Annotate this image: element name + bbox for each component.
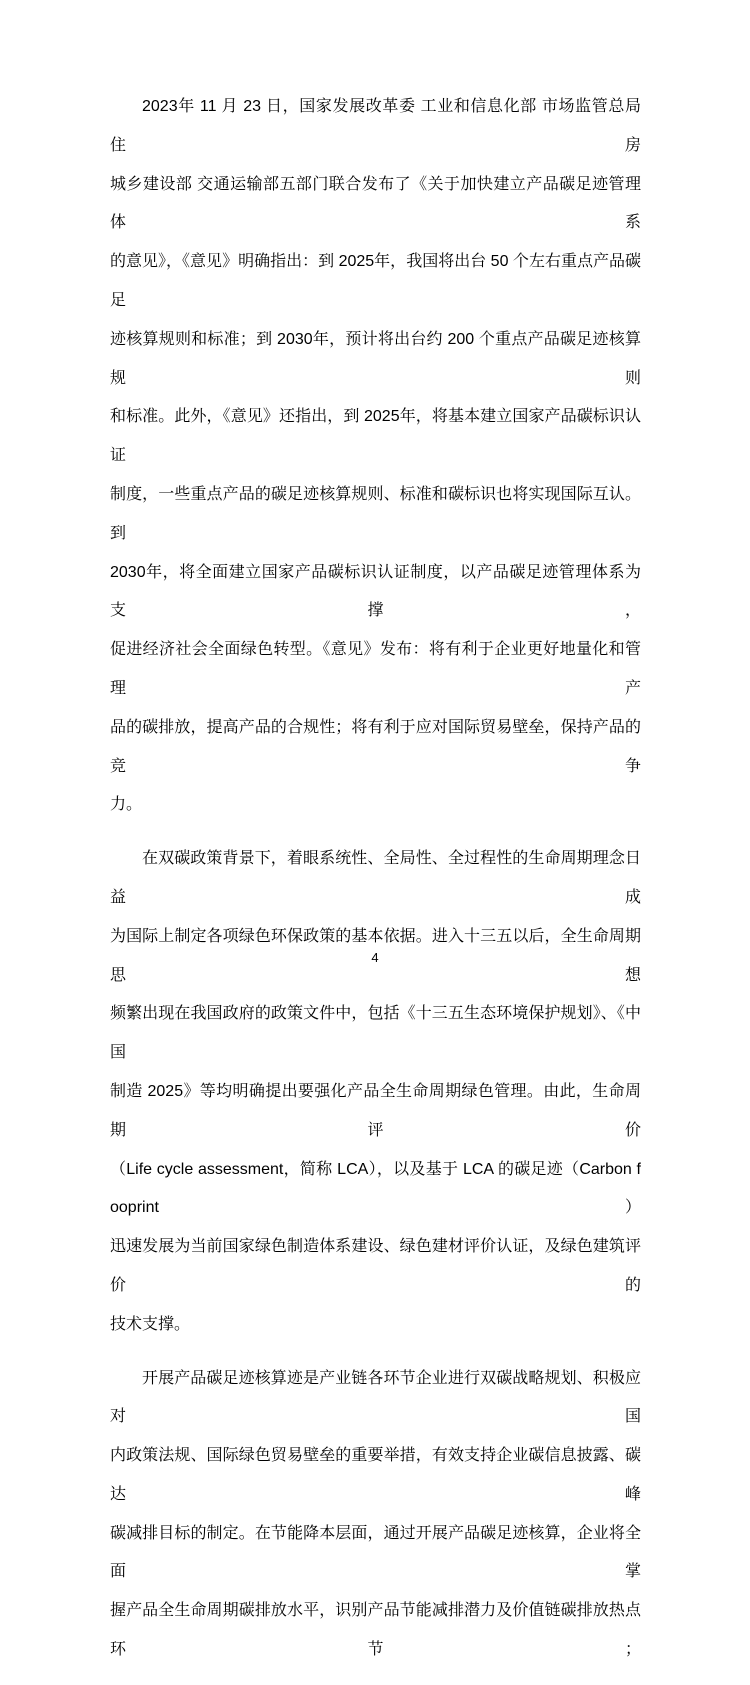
text-line: 的意见》，《意见》明确指出：到 2025年，我国将出台 50 个左右重点产品碳足 (110, 253, 641, 309)
text-line: 迅速发展为当前国家绿色制造体系建设、绿色建材评价认证，及绿色建筑评价的 (110, 1238, 641, 1294)
paragraph-carbon-accounting (110, 1360, 641, 1670)
text-line: 制度，一些重点产品的碳足迹核算规则、标准和碳标识也将实现国际互认。到 (110, 485, 641, 542)
text-line: 力。 (110, 796, 143, 814)
text-line: 促进经济社会全面绿色转型。《意见》发布：将有利于企业更好地量化和管理产 (110, 641, 641, 697)
text-line: 制造 2025》等均明确提出要强化产品全生命周期绿色管理。由此，生命周期评价 (110, 1082, 641, 1139)
text-line: 迹核算规则和标准；到 2030年，预计将出台约 200 个重点产品碳足迹核算规则 (110, 330, 641, 387)
page-number: 4 (371, 950, 379, 965)
text-line: 城乡建设部 交通运输部五部门联合发布了《关于加快建立产品碳足迹管理体系 (110, 175, 641, 232)
text-line: （Life cycle assessment，简称 LCA），以及基于 LCA 的碳足迹（Carbon fooprint） (110, 1160, 641, 1217)
text-line: 碳减排目标的制定。在节能降本层面，通过开展产品碳足迹核算，企业将全面掌 (110, 1524, 641, 1581)
text-line: 频繁出现在我国政府的政策文件中，包括《十三五生态环境保护规划》、《中国 (110, 1005, 641, 1062)
paragraph-policy-announcement (110, 88, 641, 825)
page-footer (0, 948, 750, 968)
text-line: 内政策法规、国际绿色贸易壁垒的重要举措，有效支持企业碳信息披露、碳达峰 (110, 1447, 641, 1503)
text-line: 和标准。此外，《意见》还指出，到 2025年，将基本建立国家产品碳标识认证 (110, 408, 641, 465)
text-line: 2023年 11 月 23 日，国家发展改革委 工业和信息化部 市场监管总局 住房 (110, 98, 641, 154)
text-line: 在双碳政策背景下，着眼系统性、全局性、全过程性的生命周期理念日益成 (110, 850, 641, 906)
text-line: 为国际上制定各项绿色环保政策的基本依据。进入十三五以后，全生命周期思想 (110, 927, 641, 984)
text-line: 开展产品碳足迹核算迹是产业链各环节企业进行双碳战略规划、积极应对国 (110, 1369, 641, 1426)
paragraph-lifecycle-concept (110, 840, 641, 1344)
text-line: 品的碳排放，提高产品的合规性；将有利于应对国际贸易壁垒，保持产品的竞争 (110, 718, 641, 775)
text-line: 技术支撑。 (110, 1315, 191, 1333)
text-line: 2030年，将全面建立国家产品碳标识认证制度，以产品碳足迹管理体系为支撑， (110, 563, 641, 620)
document-body (110, 88, 641, 1685)
text-line: 握产品全生命周期碳排放水平，识别产品节能减排潜力及价值链碳排放热点环节； (110, 1602, 641, 1659)
